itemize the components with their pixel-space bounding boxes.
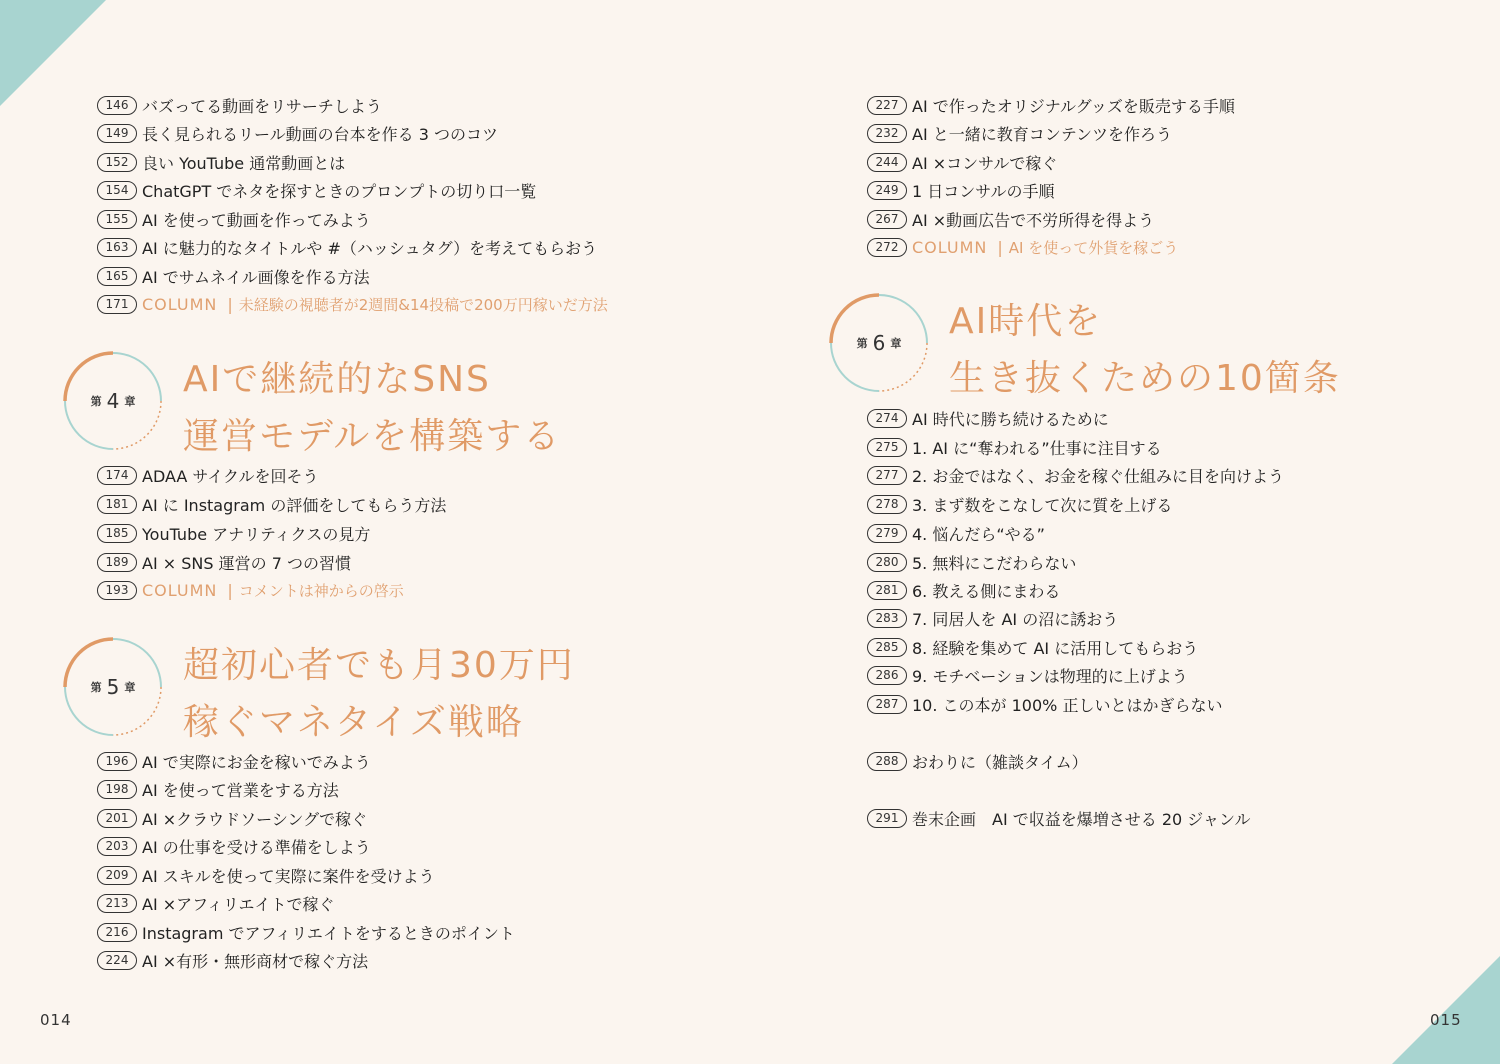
column-title [142,580,404,601]
chapter-suffix: 章 [890,337,902,350]
toc-entry[interactable] [97,490,446,518]
toc-entry[interactable] [867,433,1162,461]
page-number-left: 014 [40,1011,72,1029]
page-number-badge: 283 [867,609,907,628]
column-text: AI を使って外貨を稼ごう [1008,238,1179,257]
corner-decoration-top-left [0,0,110,106]
toc-entry[interactable] [97,548,351,576]
toc-column-entry[interactable] [97,290,608,318]
toc-entry-afterword[interactable] [867,747,1088,775]
chapter-num: 5 [106,675,120,699]
page-number-badge: 181 [97,495,137,514]
page-number-badge: 281 [867,581,907,600]
entry-title: AI を使って営業をする方法 [142,780,339,800]
toc-entry[interactable] [97,775,339,803]
entry-title: AI に魅力的なタイトルや #（ハッシュタグ）を考えてもらおう [142,238,598,258]
chapter-number [829,293,929,393]
entry-title: ChatGPT でネタを探すときのプロンプトの切り口一覧 [142,181,537,201]
toc-entry[interactable] [97,119,498,147]
column-title [142,294,608,315]
toc-entry[interactable] [97,233,597,261]
page-number-badge: 165 [97,267,137,286]
toc-entry[interactable] [867,119,1172,147]
corner-decoration-bottom-right [1390,956,1500,1064]
chapter-suffix: 章 [124,395,136,408]
page-number-badge: 277 [867,466,907,485]
toc-entry[interactable] [867,661,1188,689]
entry-title: 10. この本が 100% 正しいとはかぎらない [912,695,1223,715]
entry-title: AI 時代に勝ち続けるために [912,409,1109,429]
toc-entry[interactable] [867,148,1057,176]
column-label: COLUMN [912,237,988,257]
chapter-title [183,351,561,465]
page-number-badge: 249 [867,181,907,200]
chapter-number [63,637,163,737]
toc-entry[interactable] [867,205,1154,233]
entry-title: AI に Instagram の評価をしてもらう方法 [142,495,447,515]
page-number-badge: 201 [97,809,137,828]
entry-title: AI ×クラウドソーシングで稼ぐ [142,809,368,829]
entry-title: AI と一緒に教育コンテンツを作ろう [912,124,1172,144]
toc-entry[interactable] [867,548,1076,576]
chapter-title [183,637,575,751]
chapter-number [63,351,163,451]
chapter-prefix: 第 [856,337,868,350]
toc-entry[interactable] [97,889,335,917]
entry-title: 長く見られるリール動画の台本を作る 3 つのコツ [142,124,499,144]
toc-entry[interactable] [867,404,1109,432]
toc-entry[interactable] [867,690,1222,718]
chapter-title-line-1: AI時代を [949,301,1103,342]
entry-title: AI ×アフィリエイトで稼ぐ [142,894,335,914]
chapter-title-line-2: 生き抜くための10箇条 [949,358,1341,399]
toc-entry[interactable] [97,461,319,489]
page-number-badge: 171 [97,295,137,314]
toc-entry[interactable] [97,804,367,832]
page-number-badge: 203 [97,837,137,856]
page-number-badge: 288 [867,752,907,771]
column-label: COLUMN [142,580,218,600]
page-number-badge: 286 [867,666,907,685]
page-number-badge: 279 [867,524,907,543]
page-number-badge: 227 [867,96,907,115]
page-number-badge: 185 [97,524,137,543]
toc-entry[interactable] [867,604,1118,632]
toc-entry[interactable] [867,91,1235,119]
page-number-badge: 149 [97,124,137,143]
page-number-badge: 189 [97,553,137,572]
entry-title: 1. AI に“奪われる”仕事に注目する [912,438,1162,458]
entry-title: 1 日コンサルの手順 [912,181,1055,201]
entry-title: AI を使って動画を作ってみよう [142,210,371,230]
page-number-badge: 275 [867,438,907,457]
page-number-badge: 155 [97,210,137,229]
toc-entry[interactable] [97,918,515,946]
entry-title: 良い YouTube 通常動画とは [142,153,346,173]
page-number-badge: 280 [867,553,907,572]
page-number-badge: 152 [97,153,137,172]
page-number-badge: 196 [97,752,137,771]
column-title [912,237,1178,258]
column-text: 未経験の視聴者が2週間&14投稿で200万円稼いだ方法 [238,295,608,314]
toc-entry[interactable] [97,519,370,547]
page-number-badge: 272 [867,238,907,257]
column-separator: | [227,580,233,600]
page-number-badge: 213 [97,894,137,913]
chapter-num: 6 [872,331,886,355]
entry-title: AI で実際にお金を稼いでみよう [142,752,371,772]
toc-entry[interactable] [867,490,1172,518]
chapter-title-line-1: AIで継続的なSNS [183,359,491,400]
page-number-right: 015 [1430,1011,1462,1029]
toc-entry[interactable] [867,176,1054,204]
chapter-num: 4 [106,389,120,413]
column-label: COLUMN [142,294,218,314]
toc-entry[interactable] [97,91,382,119]
page-number-badge: 274 [867,409,907,428]
entry-title: AI ×動画広告で不労所得を得よう [912,210,1155,230]
chapter-suffix: 章 [124,681,136,694]
page-number-badge: 232 [867,124,907,143]
toc-entry[interactable] [97,861,435,889]
chapter-title [949,293,1341,407]
entry-title: 6. 教える側にまわる [912,581,1061,601]
column-separator: | [227,294,233,314]
entry-title: AI の仕事を受ける準備をしよう [142,837,371,857]
page-number-badge: 163 [97,238,137,257]
entry-title: 8. 経験を集めて AI に活用してもらおう [912,638,1199,658]
page-number-badge: 209 [97,866,137,885]
toc-entry[interactable] [97,148,345,176]
entry-title: 9. モチベーションは物理的に上げよう [912,666,1188,686]
entry-title: AI でサムネイル画像を作る方法 [142,267,370,287]
page-number-badge: 267 [867,210,907,229]
entry-title: 4. 悩んだら“やる” [912,524,1045,544]
toc-entry[interactable] [97,205,371,233]
toc-entry[interactable] [97,176,536,204]
toc-entry[interactable] [867,576,1060,604]
entry-title: 7. 同居人を AI の沼に誘おう [912,609,1119,629]
entry-title: AI × SNS 運営の 7 つの習慣 [142,553,351,573]
entry-title: Instagram でアフィリエイトをするときのポイント [142,923,515,943]
toc-entry[interactable] [867,519,1045,547]
page-number-badge: 174 [97,466,137,485]
toc-column-entry[interactable] [97,576,404,604]
page-number-badge: 291 [867,809,907,828]
entry-title: AI ×コンサルで稼ぐ [912,153,1058,173]
chapter-prefix: 第 [90,681,102,694]
page-number-badge: 198 [97,780,137,799]
page-number-badge: 224 [97,951,137,970]
chapter-prefix: 第 [90,395,102,408]
entry-title: バズってる動画をリサーチしよう [142,96,382,116]
toc-entry[interactable] [97,832,371,860]
entry-title: AI スキルを使って実際に案件を受けよう [142,866,435,886]
page-number-badge: 287 [867,695,907,714]
page-number-badge: 278 [867,495,907,514]
column-text: コメントは神からの啓示 [238,581,404,600]
toc-entry[interactable] [97,262,370,290]
entry-title: 巻末企画 AI で収益を爆増させる 20 ジャンル [912,809,1251,829]
chapter-title-line-2: 稼ぐマネタイズ戦略 [183,702,524,743]
entry-title: 5. 無料にこだわらない [912,553,1077,573]
toc-column-entry[interactable] [867,233,1178,261]
page-number-badge: 285 [867,638,907,657]
toc-entry[interactable] [867,633,1198,661]
entry-title: ADAA サイクルを回そう [142,466,319,486]
chapter-title-line-1: 超初心者でも月30万円 [183,645,575,686]
page-number-badge: 193 [97,581,137,600]
entry-title: おわりに（雑談タイム） [912,752,1088,772]
page-number-badge: 146 [97,96,137,115]
entry-title: 2. お金ではなく、お金を稼ぐ仕組みに目を向けよう [912,466,1285,486]
toc-entry[interactable] [867,461,1284,489]
entry-title: 3. まず数をこなして次に質を上げる [912,495,1173,515]
toc-entry[interactable] [97,946,368,974]
column-separator: | [997,237,1003,257]
chapter-title-line-2: 運営モデルを構築する [183,416,562,457]
entry-title: AI で作ったオリジナルグッズを販売する手順 [912,96,1235,116]
page-number-badge: 244 [867,153,907,172]
toc-entry-appendix[interactable] [867,804,1251,832]
page-number-badge: 216 [97,923,137,942]
entry-title: AI ×有形・無形商材で稼ぐ方法 [142,951,369,971]
entry-title: YouTube アナリティクスの見方 [142,524,371,544]
page-number-badge: 154 [97,181,137,200]
toc-entry[interactable] [97,747,371,775]
